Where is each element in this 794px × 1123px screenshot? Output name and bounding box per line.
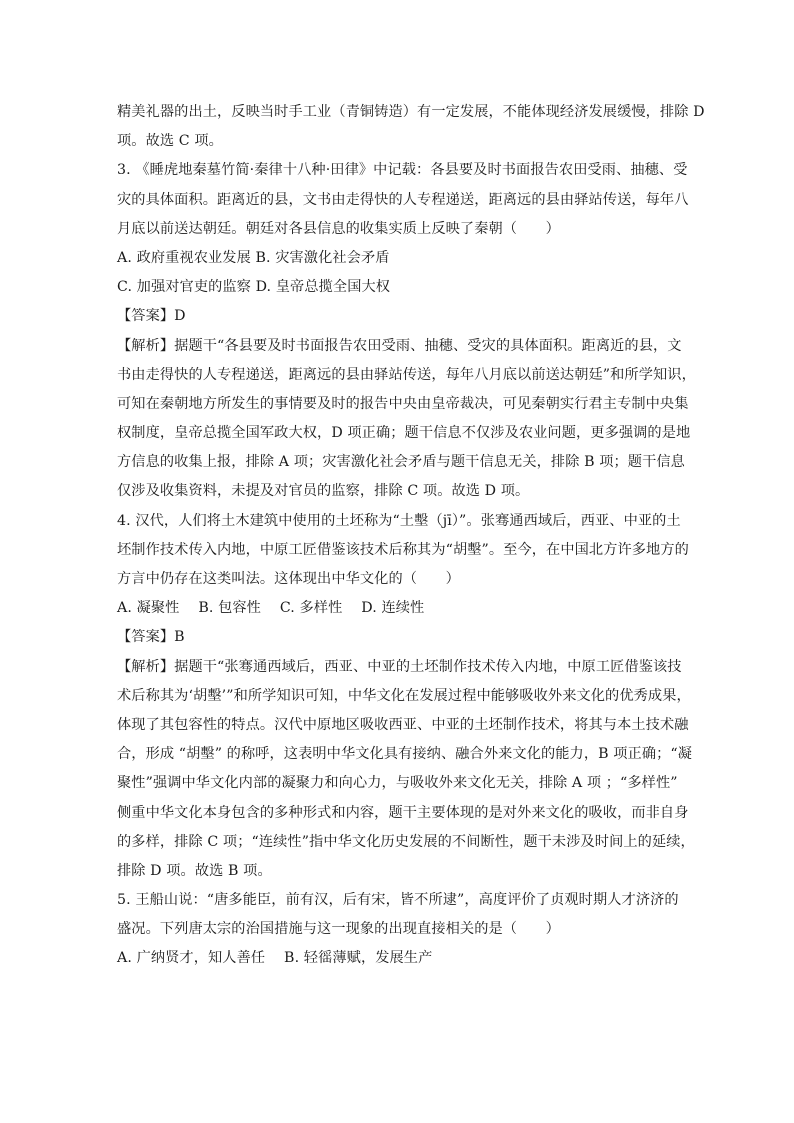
- text-line: 盛况。下列唐太宗的治国措施与这一现象的出现直接相关的是（ ）: [117, 921, 560, 938]
- question-4-analysis: 【解析】据题干“张骞通西域后，西亚、中亚的土坯制作技术传入内地，中原工匠借鉴该技: [117, 658, 682, 675]
- text-line: 体现了其包容性的特点。汉代中原地区吸收西亚、中亚的土坯制作技术，将其与本土技术融: [117, 716, 689, 733]
- text-line: 项。故选 C 项。: [117, 133, 223, 150]
- question-4-options: A. 凝聚性 B. 包容性 C. 多样性 D. 连续性: [117, 600, 425, 617]
- text-line: 可知在秦朝地方所发生的事情要及时的报告中央由皇帝裁决，可见秦朝实行君主专制中央集: [117, 395, 689, 412]
- text-line: 合，形成 “胡墼” 的称呼，这表明中华文化具有接纳、融合外来文化的能力，B 项正确；“凝: [117, 746, 693, 763]
- question-3-options-ab: A. 政府重视农业发展 B. 灾害激化社会矛盾: [117, 249, 390, 266]
- text-line: 精美礼器的出土，反映当时手工业（青铜铸造）有一定发展，不能体现经济发展缓慢，排除 D: [117, 104, 705, 120]
- question-5-stem: 5. 王船山说：“唐多能臣，前有汉，后有宋，皆不所逮”，高度评价了贞观时期人才济济的: [117, 892, 679, 909]
- question-3-stem: 3. 《睡虎地秦墓竹简·秦律十八种·田律》中记载：各县要及时书面报告农田受雨、抽穗、受: [117, 162, 688, 179]
- question-3-options-cd: C. 加强对官吏的监察 D. 皇帝总揽全国大权: [117, 279, 391, 296]
- text-line: 月底以前送达朝廷。朝廷对各县信息的收集实质上反映了秦朝（ ）: [117, 220, 560, 237]
- text-line: 方信息的收集上报，排除 A 项；灾害激化社会矛盾与题干信息无关，排除 B 项；题干信息: [117, 454, 685, 471]
- text-line: 灾的具体面积。距离近的县，文书由走得快的人专程递送，距离远的县由驿站传送，每年八: [117, 191, 689, 208]
- text-line: 坯制作技术传入内地，中原工匠借鉴该技术后称其为“胡墼”。至今，在中国北方许多地方的: [117, 541, 689, 558]
- question-4-answer: 【答案】B: [117, 629, 185, 646]
- question-3-answer: 【答案】D: [117, 308, 186, 325]
- text-line: 的多样，排除 C 项；“连续性”指中华文化历史发展的不间断性，题干未涉及时间上的延续，: [117, 833, 695, 850]
- text-line: 术后称其为‘胡墼’”和所学知识可知，中华文化在发展过程中能够吸收外来文化的优秀成果，: [117, 687, 691, 704]
- text-line: 排除 D 项。故选 B 项。: [117, 862, 272, 879]
- text-line: 仅涉及收集资料，未提及对官员的监察，排除 C 项。故选 D 项。: [117, 483, 530, 500]
- text-line: 权制度，皇帝总揽全国军政大权，D 项正确；题干信息不仅涉及农业问题，更多强调的是地: [117, 425, 691, 442]
- text-line: 聚性”强调中华文化内部的凝聚力和向心力，与吸收外来文化无关，排除 A 项 ；“多样性”: [117, 775, 678, 792]
- document-page: [117, 98, 705, 974]
- text-line: 侧重中华文化本身包含的多种形式和内容，题干主要体现的是对外来文化的吸收，而非自身: [117, 804, 689, 821]
- question-3-analysis: 【解析】据题干“各县要及时书面报告农田受雨、抽穗、受灾的具体面积。距离近的县，文: [117, 337, 682, 354]
- text-line: 书由走得快的人专程递送，距离远的县由驿站传送，每年八月底以前送达朝廷”和所学知识，: [117, 366, 696, 383]
- text-line: 方言中仍存在这类叫法。这体现出中华文化的（ ）: [117, 571, 460, 587]
- question-4-stem: 4. 汉代，人们将土木建筑中使用的土坯称为“土墼（jī）”。张骞通西域后，西亚、中亚的土: [117, 512, 681, 529]
- question-5-options-ab: A. 广纳贤才，知人善任 B. 轻徭薄赋，发展生产: [117, 950, 433, 967]
